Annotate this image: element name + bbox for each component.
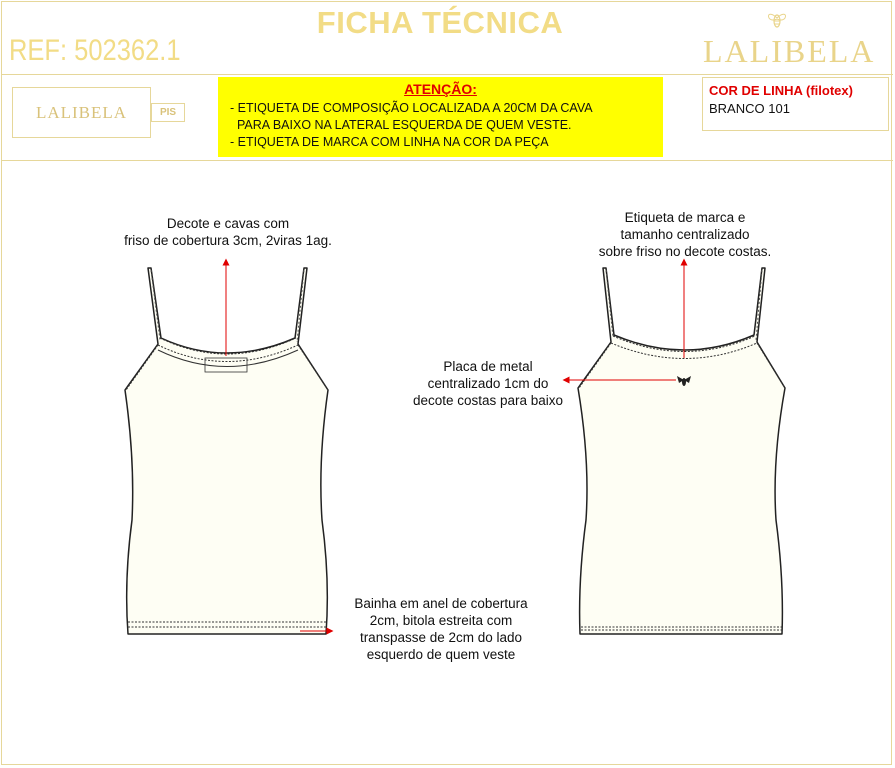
back-label-note [576, 209, 794, 260]
thread-color-value: BRANCO 101 [709, 101, 790, 116]
front-neckline-note [108, 215, 348, 249]
note-line: sobre friso no decote costas. [598, 244, 772, 259]
back-plate-note [396, 358, 580, 409]
note-line: friso de cobertura 3cm, 2viras 1ag. [124, 233, 332, 248]
note-line: Etiqueta de marca e [624, 210, 746, 225]
note-line: esquerdo de quem veste [366, 647, 516, 662]
label-tag-code: PIS [151, 103, 185, 122]
note-line: transpasse de 2cm do lado [359, 630, 523, 645]
thread-color-title: COR DE LINHA (filotex) [709, 83, 853, 98]
note-line: centralizado 1cm do [427, 376, 549, 391]
page-title: FICHA TÉCNICA [316, 5, 564, 40]
front-hem-note [332, 595, 550, 663]
back-view-tank-top [566, 262, 785, 634]
note-line: decote costas para baixo [412, 393, 564, 408]
note-line: Bainha em anel de cobertura [354, 596, 528, 611]
note-line: Placa de metal [443, 359, 533, 374]
note-line: tamanho centralizado [620, 227, 750, 242]
front-view-tank-top [125, 262, 330, 634]
attention-line: - ETIQUETA DE COMPOSIÇÃO LOCALIZADA A 20CM DA CAVA [230, 101, 593, 115]
label-tag-brand: LALIBELA [35, 102, 128, 122]
attention-line: PARA BAIXO NA LATERAL ESQUERDA DE QUEM VESTE. [230, 118, 572, 132]
brand-logo: LALIBELA [703, 33, 876, 69]
reference-number: REF: 502362.1 [9, 34, 181, 67]
attention-line: - ETIQUETA DE MARCA COM LINHA NA COR DA PEÇA [230, 135, 549, 149]
note-line: Decote e cavas com [166, 216, 290, 231]
attention-title: ATENÇÃO: [404, 81, 477, 97]
note-line: 2cm, bitola estreita com [369, 613, 513, 628]
